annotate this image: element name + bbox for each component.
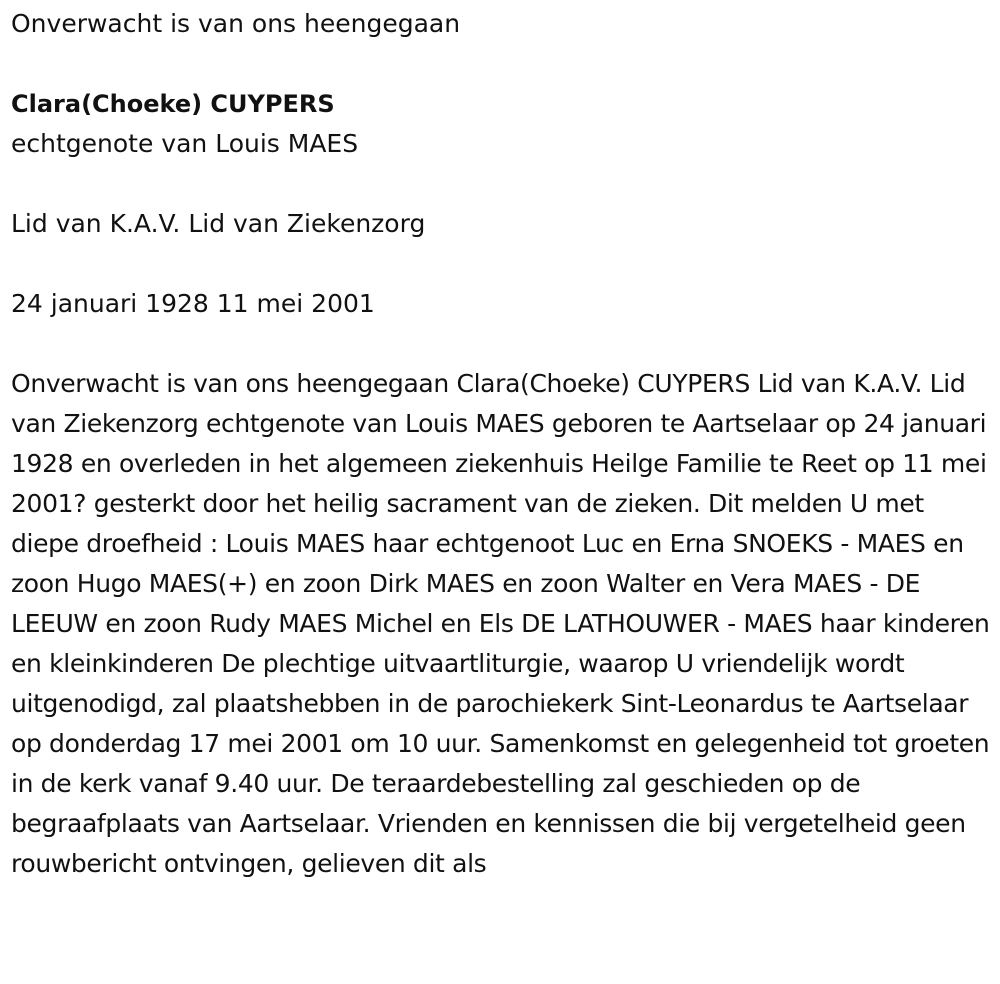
dates-line: 24 januari 1928 11 mei 2001 [11, 289, 375, 318]
spacer [11, 324, 996, 364]
spacer [11, 244, 996, 284]
spacer [11, 44, 996, 84]
obituary-document [11, 4, 996, 884]
deceased-name: Clara(Choeke) CUYPERS [11, 90, 335, 118]
obituary-body-text: Onverwacht is van ons heengegaan Clara(Choeke) CUYPERS Lid van K.A.V. Lid van Ziekenzorg echtgenote van Louis MAES geboren te Aartselaar op 24 januari 1928 en overleden in het algemeen ziekenhuis Heilge Familie te Reet op 11 mei 2001? gesterkt door het heilig sacrament van de zieken. Dit melden U met diepe droefheid : Louis MAES haar echtgenoot Luc en Erna SNOEKS - MAES en zoon Hugo MAES(+) en zoon Dirk MAES en zoon Walter en Vera MAES - DE LEEUW en zoon Rudy MAES Michel en Els DE LATHOUWER - MAES haar kinderen en kleinkinderen De plechtige uitvaartliturgie, waarop U vriendelijk wordt uitgenodigd, zal plaatshebben in de parochiekerk Sint-Leonardus te Aartselaar op donderdag 17 mei 2001 om 10 uur. Samenkomst en gelegenheid tot groeten in de kerk vanaf 9.40 uur. De teraardebestelling zal geschieden op de begraafplaats van Aartselaar. Vrienden en kennissen die bij vergetelheid geen rouwbericht ontvingen, gelieven dit als [11, 369, 990, 878]
spacer [11, 164, 996, 204]
memberships-line: Lid van K.A.V. Lid van Ziekenzorg [11, 209, 426, 238]
spouse-line: echtgenote van Louis MAES [11, 129, 359, 158]
notice-heading: Onverwacht is van ons heengegaan [11, 9, 461, 38]
